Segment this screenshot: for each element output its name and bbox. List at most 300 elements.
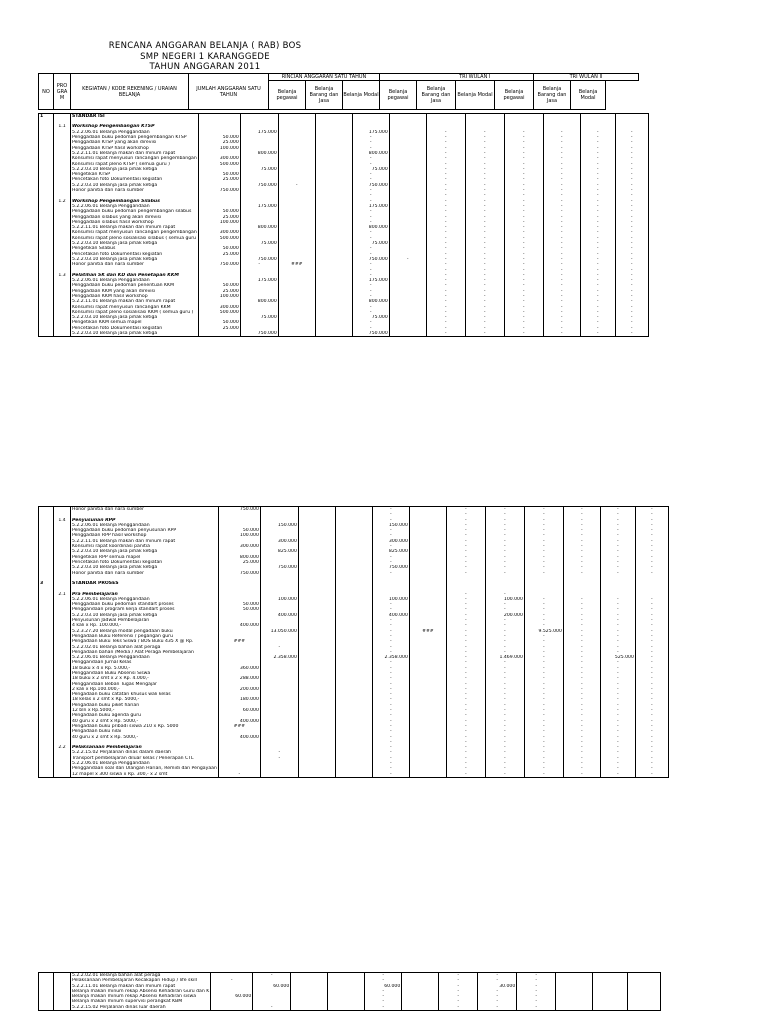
cell-u1: - bbox=[563, 549, 600, 554]
cell-u2: - bbox=[580, 246, 615, 251]
cell-u3: - bbox=[615, 220, 648, 225]
cell-u1: - bbox=[543, 167, 580, 172]
cell-t1: - bbox=[446, 666, 485, 671]
cell-t3: - bbox=[524, 507, 563, 513]
cell-t2: - bbox=[465, 252, 504, 257]
cell-t2: - bbox=[485, 629, 524, 634]
cell-u3 bbox=[628, 1005, 661, 1011]
doc-title-line-2: SMP NEGERI 1 KARANGGEDE bbox=[140, 52, 270, 62]
cell-u2: - bbox=[580, 215, 615, 220]
cell-u1: - bbox=[563, 629, 600, 634]
cell-r2: - bbox=[352, 193, 389, 198]
cell-u3: - bbox=[615, 299, 648, 304]
cell-t2: - bbox=[485, 623, 524, 628]
cell-u2: - bbox=[580, 262, 615, 267]
cell-t1: - bbox=[446, 660, 485, 665]
budget-table-block-1 bbox=[38, 113, 649, 337]
cell-u3: - bbox=[635, 682, 668, 687]
cell-text: Konsumsi rapat menyusun rancangan pengembangan bbox=[72, 230, 197, 236]
cell-u3: - bbox=[615, 135, 648, 140]
cell-text: 40 guru x 2 smt x Rp. 5000,- bbox=[71, 735, 219, 740]
cell-t1: - bbox=[446, 549, 485, 554]
cell-text: Konsumsi rapat pleno sosialisasi KKM ( semua guru ) bbox=[71, 310, 199, 315]
cell-t3: - bbox=[524, 634, 563, 639]
cell-t2: - bbox=[485, 729, 524, 734]
cell-t1: - bbox=[446, 571, 485, 576]
cell-u3: - bbox=[635, 528, 668, 533]
cell-u1: - bbox=[543, 320, 580, 325]
cell-text: 5.2.2.06.01 Belanja Penggandaan bbox=[71, 597, 219, 602]
cell-u2: - bbox=[580, 283, 615, 288]
cell-a: 50.000 bbox=[198, 283, 240, 288]
cell-u1: - bbox=[543, 252, 580, 257]
cell-a: - bbox=[218, 772, 260, 778]
cell-u2: - bbox=[580, 289, 615, 294]
cell-u3: - bbox=[635, 613, 668, 618]
cell-t1: - bbox=[426, 162, 465, 167]
cell-t3: - bbox=[504, 188, 543, 193]
doc-title-line-3: TAHUN ANGGARAN 2011 bbox=[149, 62, 261, 72]
cell-u3: - bbox=[635, 750, 668, 755]
cell-text: Belanja makan minum supervisi perangkat KBM bbox=[71, 999, 211, 1004]
cell-u1: - bbox=[563, 544, 600, 549]
cell-t3: - bbox=[524, 639, 563, 644]
cell-b: 400.000 bbox=[260, 613, 298, 618]
cell-u2: - bbox=[580, 135, 615, 140]
cell-t1: - bbox=[446, 507, 485, 513]
cell-t1: - bbox=[446, 623, 485, 628]
cell-u3: - bbox=[615, 326, 648, 331]
budget-table-block-3 bbox=[38, 972, 661, 1011]
cell-u1: - bbox=[563, 729, 600, 734]
cell-t1: - bbox=[446, 697, 485, 702]
cell-t2: - bbox=[485, 745, 524, 750]
cell-text: 5.2.2.03.10 Belanja jasa pihak ketiga bbox=[71, 257, 199, 262]
cell-u1: - bbox=[563, 618, 600, 623]
cell-u2: - bbox=[580, 172, 615, 177]
col-rincian-modal: Belanja Modal bbox=[343, 81, 380, 110]
cell-r2: 300.000 bbox=[372, 539, 409, 544]
cell-t3: - bbox=[504, 315, 543, 320]
cell-t2: - bbox=[485, 528, 524, 533]
cell-a: 400.000 bbox=[218, 719, 260, 724]
cell-r2: - bbox=[352, 146, 389, 151]
cell-u3: - bbox=[635, 761, 668, 766]
cell-r2: 75.000 bbox=[352, 167, 389, 172]
cell-u1: - bbox=[543, 230, 580, 235]
cell-u1: - bbox=[563, 761, 600, 766]
cell-t1: - bbox=[439, 984, 478, 989]
cell-r2: - bbox=[352, 172, 389, 177]
cell-text: 5.2.2.15.02 Perjalanan dinas luar daerah bbox=[71, 1005, 211, 1011]
cell-t3: - bbox=[504, 310, 543, 315]
cell-u1: - bbox=[563, 766, 600, 771]
cell-t2: - bbox=[485, 772, 524, 778]
cell-t3: - bbox=[524, 713, 563, 718]
cell-text: Konsumsi rapat pleno KTSP ( semua guru ) bbox=[71, 162, 199, 167]
cell-t3: - bbox=[504, 162, 543, 167]
cell-text: Pra Pembelajaran bbox=[71, 592, 219, 597]
cell-t1: - bbox=[426, 241, 465, 246]
cell-b: 750.000 bbox=[240, 183, 278, 188]
cell-t1: - bbox=[426, 283, 465, 288]
cell-a: 25.000 bbox=[198, 326, 240, 331]
cell-u3: - bbox=[615, 257, 648, 262]
cell-u3: - bbox=[635, 549, 668, 554]
cell-t2: - bbox=[465, 220, 504, 225]
cell-t3: - bbox=[524, 613, 563, 618]
cell-t2: - bbox=[485, 761, 524, 766]
cell-t1: - bbox=[426, 177, 465, 182]
cell-u2: - bbox=[600, 761, 635, 766]
cell-text: Pengadaan Buku Referensi / pegangan guru bbox=[71, 634, 219, 639]
cell-t1: - bbox=[446, 745, 485, 750]
cell-a bbox=[198, 331, 240, 337]
cell-text: 5.2.3.27.20 Belanja modal pengadaan buku bbox=[71, 629, 219, 634]
cell-text: 5.2.2.03.10 Belanja jasa pihak ketiga bbox=[71, 331, 199, 337]
cell-r2: - bbox=[372, 634, 409, 639]
cell-t2: - bbox=[485, 533, 524, 538]
cell-a: 500.000 bbox=[198, 236, 240, 241]
cell-u1: - bbox=[543, 273, 580, 278]
cell-u2: - bbox=[580, 167, 615, 172]
cell-r2: - bbox=[352, 320, 389, 325]
cell-t2: - bbox=[478, 999, 517, 1004]
cell-u1: - bbox=[543, 156, 580, 161]
cell-t3: - bbox=[524, 729, 563, 734]
cell-t1: - bbox=[426, 262, 465, 267]
cell-t1: - bbox=[446, 639, 485, 644]
cell-t2: - bbox=[465, 262, 504, 267]
cell-u1: - bbox=[563, 528, 600, 533]
cell-t1: - bbox=[426, 273, 465, 278]
cell-text: Transport pembelajaran diluar kelas / Penerapan CTL bbox=[71, 756, 219, 761]
cell-u1: - bbox=[543, 268, 580, 273]
cell-t3: - bbox=[524, 687, 563, 692]
cell-u1: - bbox=[543, 294, 580, 299]
cell-t2: - bbox=[485, 740, 524, 745]
cell-u3: - bbox=[635, 539, 668, 544]
cell-t3: - bbox=[524, 533, 563, 538]
cell-u3: - bbox=[615, 230, 648, 235]
cell-u2: - bbox=[600, 639, 635, 644]
cell-u3: - bbox=[635, 533, 668, 538]
cell-u1: - bbox=[563, 687, 600, 692]
cell-u3: - bbox=[615, 278, 648, 283]
cell-u3: - bbox=[635, 565, 668, 570]
cell-r2: - bbox=[372, 703, 409, 708]
cell-text: 5.2.2.11.01 Belanja makan dan minum rapat bbox=[71, 225, 199, 230]
col-no: NO bbox=[39, 74, 54, 110]
cell-u2: - bbox=[580, 162, 615, 167]
cell-u1: - bbox=[563, 634, 600, 639]
cell-t2: - bbox=[465, 320, 504, 325]
cell-u1: - bbox=[563, 645, 600, 650]
cell-b: - bbox=[240, 262, 278, 267]
cell-text: Pengadaan buku agenda guru bbox=[71, 713, 219, 718]
cell-t3: - bbox=[504, 167, 543, 172]
cell-r2: 825.000 bbox=[372, 549, 409, 554]
cell-a: 25.000 bbox=[218, 560, 260, 565]
cell-u2: - bbox=[600, 671, 635, 676]
cell-t2: - bbox=[465, 193, 504, 198]
cell-u3: - bbox=[615, 241, 648, 246]
cell-u1: - bbox=[543, 151, 580, 156]
cell-u1: - bbox=[543, 315, 580, 320]
cell-u1: - bbox=[543, 310, 580, 315]
cell-prog bbox=[54, 331, 71, 337]
cell-text: Pengadaan buku piket harian bbox=[71, 703, 219, 708]
cell-c bbox=[278, 331, 315, 337]
cell-t1: - bbox=[426, 156, 465, 161]
col-tw2-pegawai: Belanja pegawai bbox=[495, 81, 534, 110]
cell-u2: - bbox=[580, 268, 615, 273]
cell-u2: - bbox=[600, 772, 635, 778]
cell-u2: - bbox=[580, 252, 615, 257]
cell-r2: - bbox=[365, 973, 402, 979]
cell-r2: - bbox=[372, 650, 409, 655]
cell-a: 750.000 bbox=[218, 571, 260, 576]
cell-c: ### bbox=[278, 262, 315, 267]
cell-r2: - bbox=[352, 156, 389, 161]
cell-t1: - bbox=[446, 772, 485, 778]
table-row bbox=[39, 1005, 661, 1011]
cell-text: Penyusunan RPP bbox=[71, 518, 219, 523]
cell-t2: - bbox=[465, 326, 504, 331]
cell-t2: - bbox=[485, 639, 524, 644]
cell-u3: - bbox=[615, 172, 648, 177]
cell-u1: - bbox=[563, 676, 600, 681]
cell-a: 100.000 bbox=[198, 294, 240, 299]
cell-c bbox=[298, 772, 335, 778]
cell-r2: - bbox=[372, 772, 409, 778]
cell-no: 1 bbox=[39, 114, 54, 120]
cell-text: Penggadaan buku pedoman standart proses bbox=[71, 602, 219, 607]
cell-t3: - bbox=[504, 140, 543, 145]
cell-u1: - bbox=[563, 660, 600, 665]
cell-u1: - bbox=[563, 756, 600, 761]
cell-t1: - bbox=[426, 209, 465, 214]
cell-a: 360.000 bbox=[218, 666, 260, 671]
cell-t2: - bbox=[478, 989, 517, 994]
cell-t3: - bbox=[504, 331, 543, 337]
cell-u3: - bbox=[635, 671, 668, 676]
cell-text: Penggandaan program kerja standart proses bbox=[71, 607, 219, 612]
cell-r2: - bbox=[372, 623, 409, 628]
cell-a: 50.000 bbox=[218, 607, 260, 612]
cell-u2: - bbox=[600, 687, 635, 692]
cell-t1: - bbox=[426, 305, 465, 310]
cell-r2: - bbox=[372, 629, 409, 634]
cell-r2: 175.000 bbox=[352, 130, 389, 135]
cell-text: 18 buku x 4 x Rp. 5.000,- bbox=[71, 666, 219, 671]
cell-t1: - bbox=[446, 602, 485, 607]
cell-b: 800.000 bbox=[240, 299, 278, 304]
cell-a: 288.000 bbox=[218, 676, 260, 681]
cell-text: 5.2.2.03.10 Belanja jasa pihak ketiga bbox=[71, 183, 199, 188]
cell-u1: - bbox=[543, 204, 580, 209]
cell-r2: - bbox=[352, 289, 389, 294]
cell-u3: - bbox=[635, 703, 668, 708]
cell-r2: - bbox=[372, 528, 409, 533]
cell-text: Pelaksanaan Pembelajaran Kecakapan Hidup / life skill bbox=[71, 978, 211, 983]
cell-r2: - bbox=[372, 555, 409, 560]
cell-u2: - bbox=[580, 220, 615, 225]
cell-text: Belanja makan minum rekap Absensi Kehadiran siswa bbox=[71, 994, 211, 999]
cell-t2: - bbox=[485, 560, 524, 565]
cell-t2: - bbox=[485, 766, 524, 771]
cell-u3: - bbox=[635, 597, 668, 602]
cell-r2: - bbox=[372, 745, 409, 750]
cell-t1: - bbox=[446, 740, 485, 745]
cell-t3: - bbox=[524, 618, 563, 623]
cell-u1: - bbox=[543, 162, 580, 167]
cell-u3: - bbox=[635, 740, 668, 745]
cell-b: 2.358.000 bbox=[260, 655, 298, 660]
cell-b: 13.050.000 bbox=[260, 629, 298, 634]
cell-t1: - bbox=[446, 703, 485, 708]
table-row bbox=[39, 331, 649, 337]
cell-u1: - bbox=[543, 225, 580, 230]
cell-t3: - bbox=[524, 740, 563, 745]
cell-a: 25.000 bbox=[198, 140, 240, 145]
cell-t1: - bbox=[426, 252, 465, 257]
cell-t1: - bbox=[426, 268, 465, 273]
cell-a: 500.000 bbox=[198, 310, 240, 315]
cell-u2: - bbox=[580, 199, 615, 204]
cell-u3: - bbox=[635, 724, 668, 729]
cell-t1: - bbox=[426, 172, 465, 177]
cell-t3: - bbox=[504, 204, 543, 209]
cell-u2: - bbox=[600, 719, 635, 724]
cell-t1: - bbox=[446, 544, 485, 549]
cell-u3: - bbox=[635, 772, 668, 778]
cell-u3: - bbox=[635, 687, 668, 692]
cell-t1: - bbox=[446, 592, 485, 597]
cell-u2: 525.000 bbox=[600, 655, 635, 660]
cell-text: Pencetakan foto Dokumentasi kegiatan bbox=[71, 326, 199, 331]
cell-t3: - bbox=[504, 209, 543, 214]
cell-r3 bbox=[409, 772, 446, 778]
cell-t2: - bbox=[465, 183, 504, 188]
cell-r3 bbox=[402, 1005, 439, 1011]
cell-u3: - bbox=[635, 602, 668, 607]
cell-a bbox=[211, 1005, 253, 1011]
cell-r2: - bbox=[352, 162, 389, 167]
cell-a: 50.000 bbox=[198, 172, 240, 177]
cell-u2: - bbox=[580, 326, 615, 331]
cell-t3: - bbox=[524, 745, 563, 750]
cell-u3: - bbox=[635, 735, 668, 740]
cell-t1: - bbox=[426, 225, 465, 230]
cell-t3: - bbox=[504, 299, 543, 304]
cell-text: STANDAR PROSES bbox=[71, 581, 219, 586]
cell-t2: 30.000 bbox=[478, 984, 517, 989]
cell-t2: - bbox=[485, 750, 524, 755]
cell-t1: - bbox=[446, 692, 485, 697]
cell-text: Penggandaan soal dan Ulangan Harian, Remidi dan Pengayaan bbox=[72, 766, 217, 772]
cell-u1: - bbox=[563, 719, 600, 724]
cell-r2: 800.000 bbox=[352, 225, 389, 230]
cell-r2: - bbox=[352, 215, 389, 220]
cell-text: Pengadaan buku pribadi siswa 210 x Rp. 5000 bbox=[71, 724, 219, 729]
cell-u2: - bbox=[600, 666, 635, 671]
cell-t2: - bbox=[485, 682, 524, 687]
cell-u2: - bbox=[600, 629, 635, 634]
cell-u2: - bbox=[600, 613, 635, 618]
cell-t1: - bbox=[446, 613, 485, 618]
cell-a: 750.000 bbox=[198, 262, 240, 267]
cell-t3: - bbox=[524, 523, 563, 528]
cell-r2: - bbox=[372, 687, 409, 692]
cell-prog: 1.3 bbox=[54, 273, 71, 278]
cell-u2: - bbox=[600, 544, 635, 549]
cell-t3: - bbox=[517, 1005, 556, 1011]
cell-t1: - bbox=[439, 994, 478, 999]
cell-t2: - bbox=[465, 209, 504, 214]
cell-t3: - bbox=[524, 650, 563, 655]
cell-t2: - bbox=[485, 687, 524, 692]
cell-r2: - bbox=[352, 135, 389, 140]
cell-t2: - bbox=[465, 151, 504, 156]
cell-t3: - bbox=[524, 719, 563, 724]
cell-a: 60.000 bbox=[211, 994, 253, 999]
cell-t1: - bbox=[446, 539, 485, 544]
cell-r2: - bbox=[372, 607, 409, 612]
cell-u1: - bbox=[543, 220, 580, 225]
cell-t3: - bbox=[504, 268, 543, 273]
cell-a: 300.000 bbox=[198, 230, 240, 235]
cell-r2: - bbox=[372, 544, 409, 549]
cell-u1: - bbox=[563, 708, 600, 713]
cell-a: 180.000 bbox=[218, 697, 260, 702]
cell-a: 60.000 bbox=[218, 708, 260, 713]
cell-u3: - bbox=[615, 246, 648, 251]
col-tw2-barang: Belanja Barang dan Jasa bbox=[534, 81, 571, 110]
cell-u2: - bbox=[600, 713, 635, 718]
cell-u1: - bbox=[563, 597, 600, 602]
cell-r2: - bbox=[372, 560, 409, 565]
cell-u2: - bbox=[600, 507, 635, 513]
cell-u1: - bbox=[563, 533, 600, 538]
cell-t2: - bbox=[465, 236, 504, 241]
cell-u1: - bbox=[543, 177, 580, 182]
cell-t2: - bbox=[465, 241, 504, 246]
cell-t2: - bbox=[465, 135, 504, 140]
cell-prog bbox=[54, 772, 71, 778]
cell-u1: - bbox=[543, 246, 580, 251]
cell-t1: - bbox=[439, 999, 478, 1004]
cell-t3: - bbox=[524, 512, 563, 517]
cell-a: 25.000 bbox=[198, 252, 240, 257]
col-triwulan-1: TRI WULAN I bbox=[417, 74, 534, 81]
cell-u2: - bbox=[580, 257, 615, 262]
cell-text: Penyusunan Jadwal Pembelajaran bbox=[71, 618, 219, 623]
cell-u3: - bbox=[615, 215, 648, 220]
cell-text: Pengetikan KKM semua mapel bbox=[71, 320, 199, 325]
cell-u2: - bbox=[600, 565, 635, 570]
cell-b: 750.000 bbox=[240, 257, 278, 262]
cell-u1: - bbox=[563, 671, 600, 676]
cell-text: 2 kali x Rp.100.000,- bbox=[71, 687, 219, 692]
cell-text: 18 buku x 2 smt x 2 x Rp. 4.000,- bbox=[71, 676, 219, 681]
cell-r2: - bbox=[352, 268, 389, 273]
cell-u2: - bbox=[600, 735, 635, 740]
cell-t2: - bbox=[465, 294, 504, 299]
cell-t1: - bbox=[426, 326, 465, 331]
cell-t3: - bbox=[504, 193, 543, 198]
cell-r2: 750.000 bbox=[352, 183, 389, 188]
